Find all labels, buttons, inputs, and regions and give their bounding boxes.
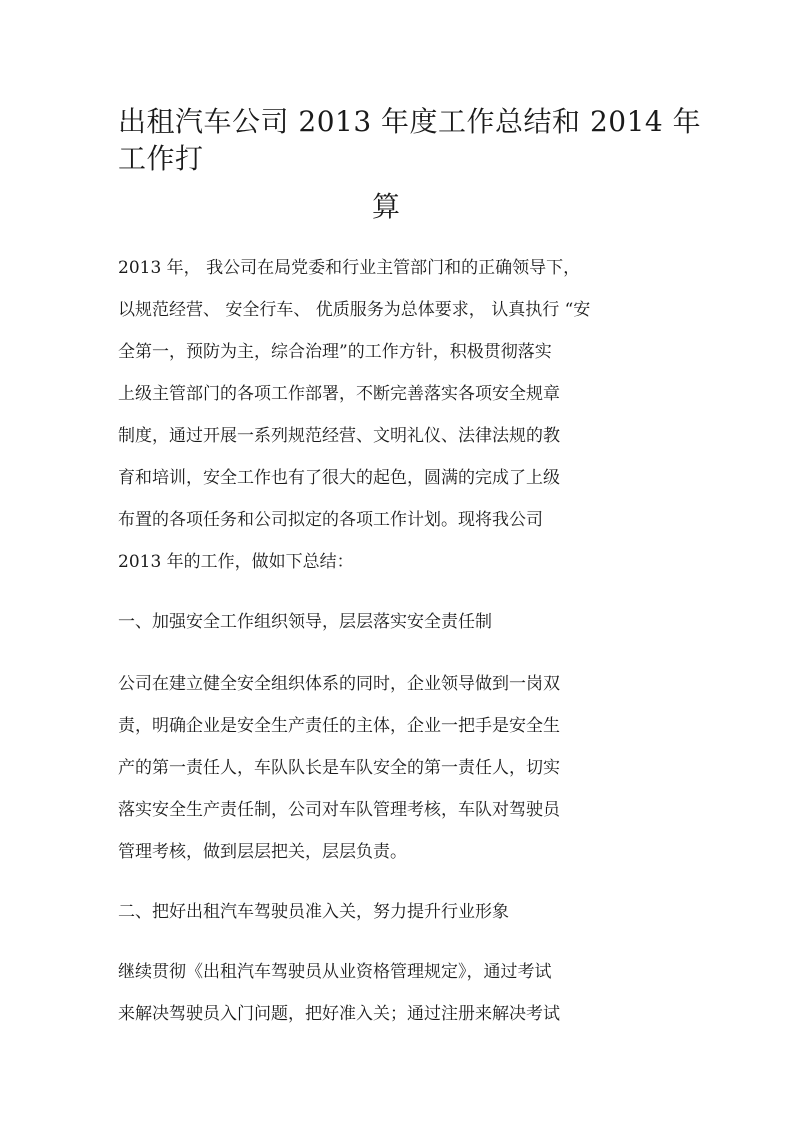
document-title-line-1: 出租汽车公司 2013 年度工作总结和 2014 年 [118,105,702,138]
paragraph-1-line-2: 以规范经营、 安全行车、 优质服务为总体要求， 认真执行 “安 [118,300,591,320]
section-heading-2: 二、把好出租汽车驾驶员准入关，努力提升行业形象 [118,902,509,922]
document-title-line-3: 算 [372,190,401,223]
paragraph-1-line-6: 育和培训，安全工作也有了很大的起色，圆满的完成了上级 [118,468,560,488]
paragraph-2-line-4: 落实安全生产责任制，公司对车队管理考核，车队对驾驶员 [118,800,560,820]
paragraph-1-line-5: 制度，通过开展一系列规范经营、文明礼仪、法律法规的教 [118,426,560,446]
section-heading-1: 一、加强安全工作组织领导，层层落实安全责任制 [118,612,492,632]
paragraph-1-line-3: 全第一，预防为主，综合治理”的工作方针，积极贯彻落实 [118,342,552,362]
paragraph-3-line-1: 继续贯彻《出租汽车驾驶员从业资格管理规定》，通过考试 [118,962,552,982]
paragraph-1-line-1: 2013 年， 我公司在局党委和行业主管部门和的正确领导下， [118,258,581,278]
paragraph-2-line-3: 产的第一责任人，车队队长是车队安全的第一责任人，切实 [118,758,560,778]
paragraph-1-line-8: 2013 年的工作，做如下总结： [118,552,354,572]
document-title-line-2: 工作打 [118,142,204,175]
paragraph-2-line-2: 责，明确企业是安全生产责任的主体，企业一把手是安全生 [118,716,560,736]
paragraph-2-line-1: 公司在建立健全安全组织体系的同时，企业领导做到一岗双 [118,674,560,694]
paragraph-2-line-5: 管理考核，做到层层把关，层层负责。 [118,842,407,862]
paragraph-1-line-4: 上级主管部门的各项工作部署，不断完善落实各项安全规章 [118,384,560,404]
paragraph-3-line-2: 来解决驾驶员入门问题，把好准入关；通过注册来解决考试 [118,1004,560,1024]
paragraph-1-line-7: 布置的各项任务和公司拟定的各项工作计划。现将我公司 [118,510,543,530]
